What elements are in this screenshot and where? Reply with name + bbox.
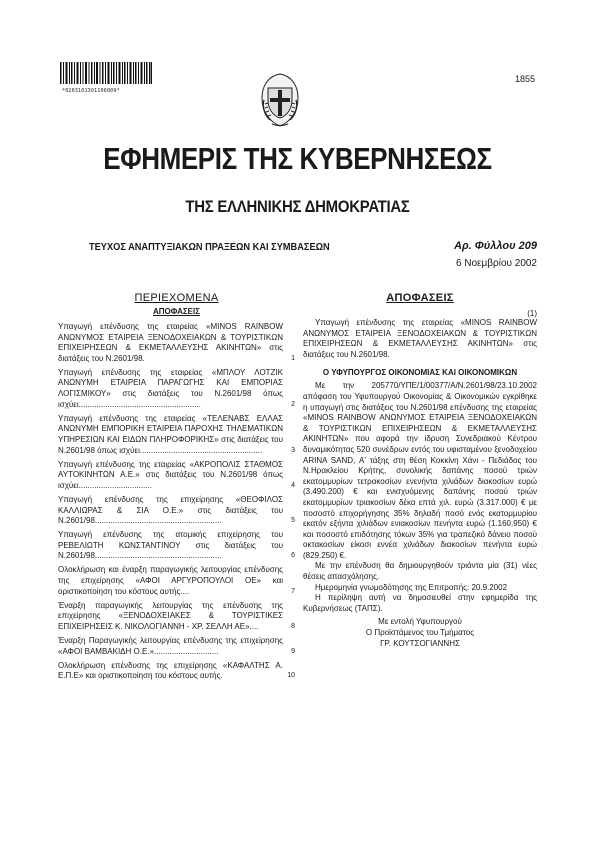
- contents-heading: ΠΕΡΙΕΧΟΜΕΝΑ: [134, 292, 219, 304]
- signature-block: [303, 617, 537, 649]
- toc-page: 8: [291, 622, 295, 630]
- toc-page: 5: [291, 517, 295, 525]
- gazette-title: ΕΦΗΜΕΡΙΣ ΤΗΣ ΚΥΒΕΡΝΗΣΕΩΣ: [103, 141, 492, 176]
- page-number: 1855: [514, 74, 535, 84]
- toc-page: 1: [291, 354, 295, 362]
- toc-page: 4: [291, 481, 295, 489]
- decision-publish: Η περίληψη αυτή να δημοσιευθεί στην εφημερίδα της Κυβερνήσεως (ΤΑΠΣ).: [303, 593, 537, 613]
- contents-column: [58, 292, 295, 685]
- barcode: [60, 62, 152, 84]
- toc-item[interactable]: Υπαγωγή επένδυσης της εταιρείας «ΤΕΛΕΝΑΒΣ ΕΛΛΑΣ ΑΝΩΝΥΜΗ ΕΜΠΟΡΙΚΗ ΕΤΑΙΡΕΙΑ ΠΑΡΟΧΗΣ ΤΗΛΕΜΑΤΙΚΩΝ ΥΠΗΡΕΣΙΩΝ ΚΑΙ ΕΙΔΩΝ ΠΛΗΡΟΦΟΡΙΚΗΣ» στις διατάξεις του Ν.2601/98 όπως ισχύει....................................................... 3: [58, 413, 295, 455]
- toc-item[interactable]: Ολοκλήρωση επένδυσης της επιχείρησης «ΚΑΦΑΛΤΗΣ Α. Ε.Π.Ε» και οριστικοποίηση του κόστους αυτής. 10: [58, 660, 295, 681]
- toc-page: 3: [291, 446, 295, 454]
- decision-title: Υπαγωγή επένδυσης της εταιρείας «MINOS RAINBOW ΑΝΩΝΥΜΟΣ ΕΤΑΙΡΕΙΑ ΞΕΝΟΔΟΧΕΙΑΚΩΝ & ΤΟΥΡΙΣΤΙΚΩΝ ΕΠΙΧΕΙΡΗΣΕΩΝ & ΕΚΜΕΤΑΛΛΕΥΣΗΣ ΑΚΙΝΗΤΩΝ» στις διατάξεις του Ν.2601/98.: [303, 318, 537, 359]
- toc-page: 9: [291, 647, 295, 655]
- decisions-column: [303, 292, 537, 649]
- decision-date: Ημερομηνία γνωμοδότησης της Επιτροπής: 20.9.2002: [315, 582, 508, 592]
- toc-item[interactable]: Υπαγωγή επένδυσης της ατομικής επιχείρησης του ΡΕΒΕΛΙΩΤΗ ΚΩΝΣΤΑΝΤΙΝΟΥ στις διατάξεις του Ν.2601/98......................................................... 6: [58, 530, 295, 561]
- toc-page: 7: [291, 587, 295, 595]
- decision-body: Με την 205770/ΥΠΕ/1/00377/Α/Ν.2601/98/23.10.2002 απόφαση του Υφυπουργού Οικονομίας & Οικονομικών εγκρίθηκε η υπαγωγή στις διατάξεις του Ν.2601/98 επένδυσης της εταιρείας «MINOS RAINBOW ΑΝΩΝΥΜΟΣ ΕΤΑΙΡΕΙΑ ΞΕΝΟΔΟΧΕΙΑΚΩΝ & ΤΟΥΡΙΣΤΙΚΩΝ ΕΠΙΧΕΙΡΗΣΕΩΝ & ΕΚΜΕΤΑΛΛΕΥΣΗΣ ΑΚΙΝΗΤΩΝ» που αφορά την ίδρυση Συνεδριακού Κέντρου δυναμικότητας 520 συνέδρων εντός του υφισταμένου ξενοδοχείου ARINA SAND, Α' τάξης στη θέση Κοκκίνη Χάνι - Πεδιάδος του Ν.Ηρακλείου Κρήτης, συνολικής δαπάνης ποσού τριών εκατομμυρίων τετρακοσίων ενενήντα χιλιάδων διακοσίων ευρώ (3.490.200) € και ενισχυόμενης δαπάνης ποσού τριών εκατομμυρίων τριακοσίων δέκα επτά χιλ. ευρώ (3.317.000) € με ποσοστό επιχορήγησης 35% δηλαδή ποσό ενός εκατομμυρίου εκατόν εξήντα χιλιάδων ενιακοσίων πενήντα ευρώ (1.160.950) € και ποσοστό επιδότησης τόκων 35% για τραπεζικό δάνειο ποσού οκτακοσίων είκοσι εννέα χιλιάδων διακοσίων πενήντα ευρώ (829.250) €.: [303, 381, 537, 560]
- greek-coat-of-arms-icon: [258, 70, 302, 128]
- issue-number: Αρ. Φύλλου 209: [454, 240, 537, 252]
- toc-page: 10: [287, 672, 295, 680]
- gazette-subtitle: ΤΗΣ ΕΛΛΗΝΙΚΗΣ ΔΗΜΟΚΡΑΤΙΑΣ: [185, 197, 410, 216]
- decision-marker: (1): [527, 309, 537, 318]
- toc-page: 2: [291, 400, 295, 408]
- toc-list: [58, 322, 295, 682]
- decision-jobs: Με την επένδυση θα δημιουργηθούν τριάντα μία (31) νέες θέσεις απασχόλησης.: [303, 561, 537, 582]
- decisions-heading: ΑΠΟΦΑΣΕΙΣ: [386, 292, 454, 304]
- signature-line: Ο Προϊστάμενος του Τμήματος: [365, 628, 475, 638]
- issue-type: ΤΕΥΧΟΣ ΑΝΑΠΤΥΞΙΑΚΩΝ ΠΡΑΞΕΩΝ ΚΑΙ ΣΥΜΒΑΣΕΩΝ: [89, 241, 330, 253]
- authority-heading: Ο ΥΦΥΠΟΥΡΓΟΣ ΟΙΚΟΝΟΜΙΑΣ ΚΑΙ ΟΙΚΟΝΟΜΙΚΩΝ: [322, 368, 518, 378]
- signature-line: Με εντολή Υφυπουργού: [378, 617, 462, 627]
- signature-name: ΓΡ. ΚΟΥΤΣΟΓΙΑΝΝΗΣ: [380, 638, 460, 648]
- barcode-number: *0203101301106009*: [62, 88, 120, 94]
- toc-item[interactable]: Ολοκλήρωση και έναρξη παραγωγικής λειτουργίας επένδυσης της επιχείρησης «ΑΦΟΙ ΑΡΓΥΡΟΠΟΥΛΟΙ ΟΕ» και οριστικοποίηση του κόστους αυτής.... 7: [58, 565, 295, 596]
- toc-item[interactable]: Υπαγωγή επένδυσης της εταιρείας «MINOS RAINBOW ΑΝΩΝΥΜΟΣ ΕΤΑΙΡΕΙΑ ΞΕΝΟΔΟΧΕΙΑΚΩΝ & ΤΟΥΡΙΣΤΙΚΩΝ ΕΠΙΧΕΙΡΗΣΕΩΝ & ΕΚΜΕΤΑΛΛΕΥΣΗΣ ΑΚΙΝΗΤΩΝ» στις διατάξεις του Ν.2601/98. 1: [58, 322, 295, 363]
- toc-page: 6: [291, 552, 295, 560]
- toc-item[interactable]: Έναρξη παραγωγικής λειτουργίας της επένδυσης της επιχείρησης «ΞΕΝΟΔΟΧΕΙΑΚΕΣ & ΤΟΥΡΙΣΤΙΚΕΣ ΕΠΙΧΕΙΡΗΣΕΙΣ Κ. ΝΙΚΟΛΟΓΙΑΝΝΗ - ΧΡ. ΣΕΛΛΗ ΑΕ».... 8: [58, 600, 295, 631]
- issue-date: 6 Νοεμβρίου 2002: [455, 258, 537, 269]
- toc-item[interactable]: Υπαγωγή επένδυσης της επιχείρησης «ΘΕΟΦΙΛΟΣ ΚΑΛΛΙΩΡΑΣ & ΣΙΑ Ο.Ε.» στις διατάξεις του Ν.2601/98......................................................... 5: [58, 494, 295, 526]
- toc-item[interactable]: Υπαγωγή επένδυσης της εταιρείας «ΑΚΡΟΠΟΛΙΣ ΣΤΑΘΜΟΣ ΑΥΤΟΚΙΝΗΤΩΝ Α.Ε.» στις διατάξεις του Ν.2601/98 όπως ισχύει................................. 4: [58, 459, 295, 490]
- toc-item[interactable]: Υπαγωγή επένδυσης της εταιρείας «ΜΠΛΟΥ ΛΟΤΖΙΚ ΑΝΩΝΥΜΗ ΕΤΑΙΡΕΙΑ ΠΑΡΑΓΩΓΗΣ ΚΑΙ ΕΜΠΟΡΙΑΣ ΛΟΓΙΣΜΙΚΟΥ» στις διατάξεις του Ν.2601/98 όπως ισχύει....................................................... 2: [58, 367, 295, 409]
- contents-subheading: ΑΠΟΦΑΣΕΙΣ: [152, 307, 201, 316]
- toc-item[interactable]: Έναρξη Παραγωγικής λειτουργίας επένδυσης της επιχείρησης «ΑΦΟΙ ΒΑΜΒΑΚΙΔΗ Ο.Ε.»............................. 9: [58, 636, 295, 656]
